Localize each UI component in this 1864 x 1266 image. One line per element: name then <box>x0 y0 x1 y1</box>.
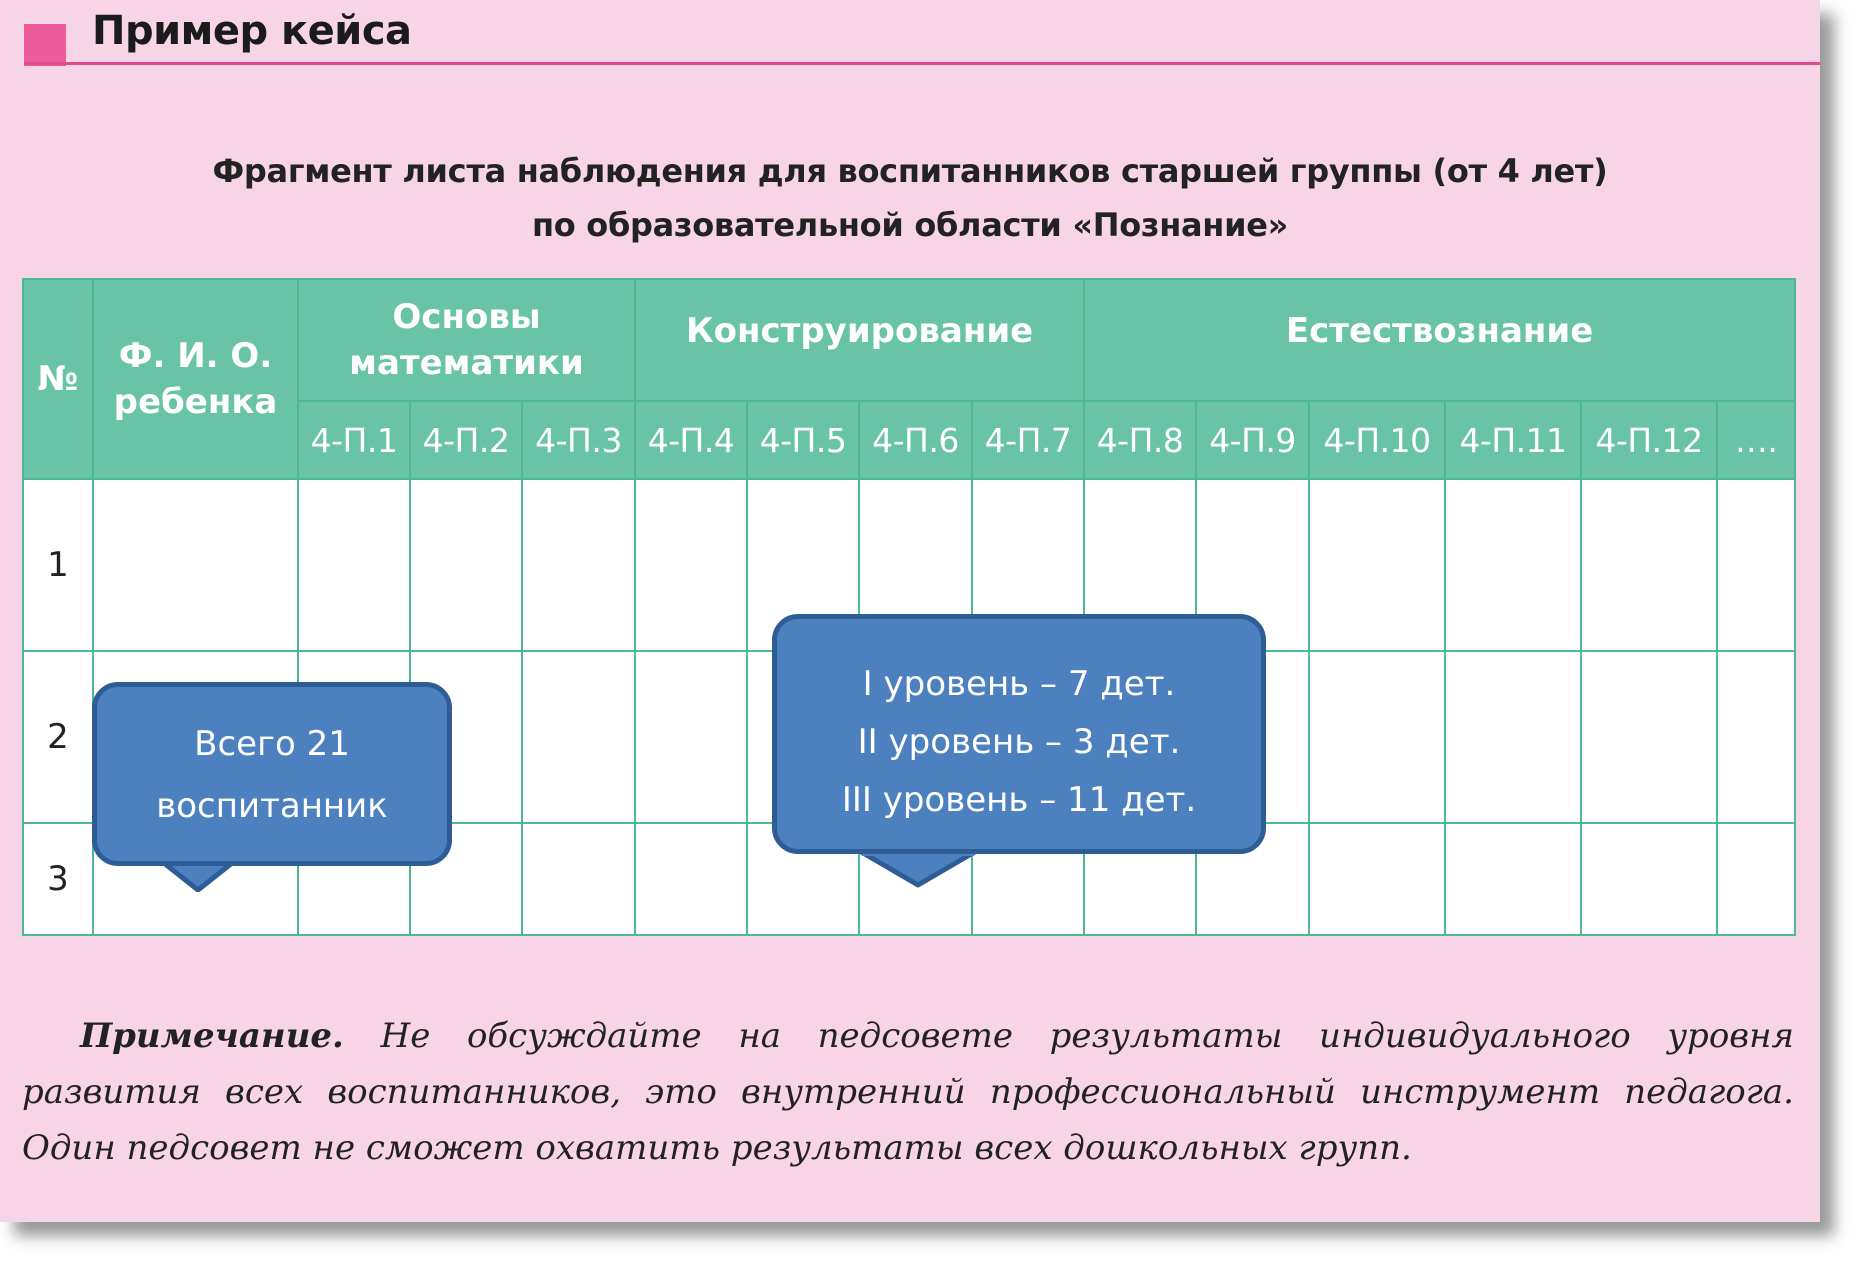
table-cell <box>1581 479 1717 651</box>
indicator-header: 4-П.4 <box>635 401 747 479</box>
note-text: Не обсуждайте на педсовете результаты индивидуального уровня развития всех воспитанников, это внутренний профессиональный инструмент педагога. Один педсовет не сможет охватить результаты всех дошкольных групп. <box>22 1016 1794 1168</box>
row-number: 3 <box>23 823 93 935</box>
section-title: Пример кейса <box>92 8 412 54</box>
section-marker <box>24 24 66 66</box>
group-header-math-line-2: математики <box>349 343 584 383</box>
table-cell <box>1309 651 1445 823</box>
table-cell <box>1445 479 1581 651</box>
indicator-header: 4-П.2 <box>410 401 522 479</box>
table-cell <box>1581 823 1717 935</box>
indicator-header: 4-П.8 <box>1084 401 1196 479</box>
callout-total-line-2: воспитанник <box>156 786 388 826</box>
callout-total-students <box>92 682 452 866</box>
table-caption-line-2: по образовательной области «Познание» <box>531 206 1289 244</box>
indicator-header: 4-П.7 <box>972 401 1084 479</box>
indicator-header: 4-П.3 <box>522 401 635 479</box>
table-cell <box>1309 823 1445 935</box>
callout-total-line-1: Всего 21 <box>194 724 350 764</box>
indicator-header: 4-П.11 <box>1445 401 1581 479</box>
indicator-header: 4-П.9 <box>1196 401 1309 479</box>
table-cell <box>93 479 298 651</box>
group-header-math-line-1: Основы <box>392 297 541 337</box>
table-cell <box>298 479 410 651</box>
indicator-header: 4-П.10 <box>1309 401 1445 479</box>
column-name-header-line-2: ребенка <box>113 382 278 422</box>
table-cell <box>1717 479 1795 651</box>
table-cell <box>410 479 522 651</box>
row-number: 1 <box>23 479 93 651</box>
table-cell <box>635 479 747 651</box>
group-header-math <box>298 279 635 401</box>
note-label: Примечание. <box>80 1016 344 1056</box>
indicator-header-more: …. <box>1717 401 1795 479</box>
callout-level-3: III уровень – 11 дет. <box>841 780 1197 820</box>
table-cell <box>522 651 635 823</box>
group-header-construction: Конструирование <box>635 279 1084 401</box>
callout-level-1: I уровень – 7 дет. <box>862 664 1176 704</box>
table-cell <box>1309 479 1445 651</box>
row-number: 2 <box>23 651 93 823</box>
indicator-header: 4-П.5 <box>747 401 859 479</box>
table-cell <box>1717 823 1795 935</box>
note-paragraph <box>22 1008 1794 1176</box>
indicator-header: 4-П.1 <box>298 401 410 479</box>
callout-level-distribution <box>772 614 1266 854</box>
table-cell <box>1445 823 1581 935</box>
group-header-natural-science: Естествознание <box>1084 279 1795 401</box>
table-cell <box>1581 651 1717 823</box>
callout-levels-tail <box>858 850 978 888</box>
indicator-header: 4-П.12 <box>1581 401 1717 479</box>
column-number-header: № <box>23 279 93 479</box>
callout-level-2: II уровень – 3 дет. <box>857 722 1181 762</box>
table-cell <box>522 479 635 651</box>
table-cell <box>1445 651 1581 823</box>
header-divider <box>24 62 1820 65</box>
column-name-header-line-1: Ф. И. О. <box>118 336 273 376</box>
table-cell <box>635 651 747 823</box>
table-cell <box>635 823 747 935</box>
column-name-header <box>93 279 298 479</box>
indicator-header: 4-П.6 <box>859 401 972 479</box>
table-caption-line-1: Фрагмент листа наблюдения для воспитанников старшей группы (от 4 лет) <box>212 152 1608 190</box>
table-cell <box>1717 651 1795 823</box>
table-cell <box>522 823 635 935</box>
